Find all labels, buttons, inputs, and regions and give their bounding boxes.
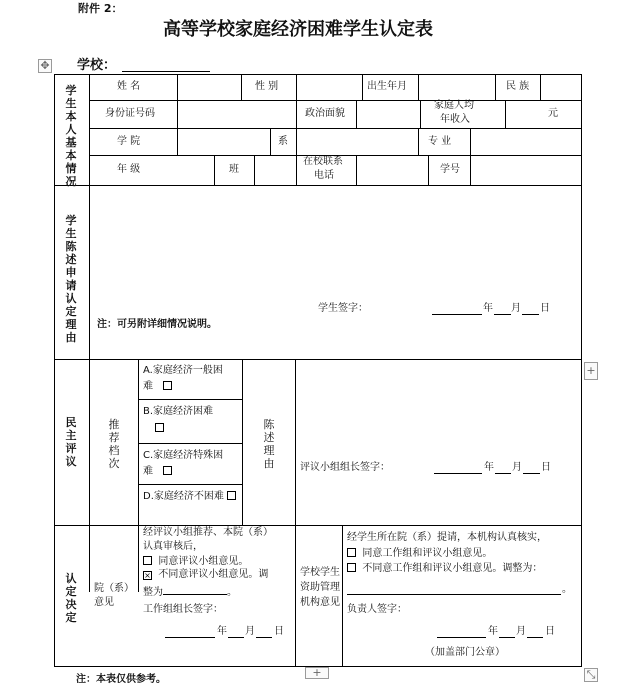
office-disagree-checkbox[interactable] bbox=[347, 563, 356, 572]
date-year-line[interactable] bbox=[434, 473, 482, 474]
date-day-line[interactable] bbox=[256, 637, 272, 638]
section-divider bbox=[54, 185, 582, 186]
college-agree-row: 同意评议小组意见。 bbox=[143, 556, 248, 567]
date-month-line[interactable] bbox=[495, 473, 511, 474]
table-move-handle[interactable]: ✥ bbox=[38, 59, 52, 73]
date-year-line[interactable] bbox=[165, 637, 215, 638]
label-ethnicity: 民 族 bbox=[506, 81, 530, 92]
add-row-plus-icon[interactable]: + bbox=[584, 362, 598, 380]
col-divider bbox=[362, 74, 363, 101]
col-divider bbox=[270, 128, 271, 155]
date-year-line[interactable] bbox=[437, 637, 486, 638]
date-month-label: 月 bbox=[511, 303, 521, 314]
label-birth: 出生年月 bbox=[367, 81, 407, 92]
section-label-statement: 学生陈述申请认定理由 bbox=[65, 214, 77, 344]
col-divider bbox=[420, 100, 421, 128]
school-label: 学校： bbox=[77, 58, 117, 73]
col-divider bbox=[296, 74, 297, 185]
school-field-line[interactable] bbox=[122, 71, 210, 72]
date-year-line[interactable] bbox=[432, 314, 482, 315]
date-year-label: 年 bbox=[483, 303, 493, 314]
col-divider bbox=[470, 128, 471, 185]
label-phone-2: 电话 bbox=[314, 170, 334, 181]
seal-label: （加盖部门公章） bbox=[425, 647, 505, 658]
label-name: 姓 名 bbox=[117, 81, 141, 92]
option-b-checkbox-wrap bbox=[155, 423, 164, 434]
college-disagree-checkbox[interactable]: × bbox=[144, 571, 151, 580]
date-day-line[interactable] bbox=[522, 314, 539, 315]
label-income-1: 家庭人均 bbox=[434, 100, 474, 111]
college-text-1: 经评议小组推荐、本院（系） bbox=[143, 527, 273, 538]
date-month-line[interactable] bbox=[499, 637, 515, 638]
row-divider bbox=[138, 484, 242, 485]
option-d-checkbox[interactable] bbox=[227, 491, 236, 500]
row-divider bbox=[138, 399, 242, 400]
college-opinion-label-2: 意见 bbox=[94, 597, 114, 608]
row-divider bbox=[89, 100, 582, 101]
date-year-label: 年 bbox=[488, 626, 498, 637]
label-yuan: 元 bbox=[548, 108, 558, 119]
col-divider bbox=[214, 155, 215, 185]
college-adjust-row: 整为 。 bbox=[143, 587, 237, 598]
col-divider bbox=[418, 74, 419, 101]
option-b-checkbox[interactable] bbox=[155, 423, 164, 432]
option-c-text-2: 难 bbox=[143, 466, 172, 477]
col-divider bbox=[254, 155, 255, 185]
label-grade: 年 级 bbox=[117, 164, 141, 175]
leader-signature-label: 评议小组组长签字： bbox=[300, 462, 390, 473]
section-label-basic: 学生本人基本情况 bbox=[65, 84, 77, 188]
date-day-label: 日 bbox=[540, 303, 550, 314]
office-period: 。 bbox=[562, 584, 572, 595]
college-agree-checkbox[interactable] bbox=[143, 556, 152, 565]
col-divider bbox=[428, 155, 429, 185]
row-divider bbox=[89, 128, 582, 129]
page-title: 高等学校家庭经济困难学生认定表 bbox=[163, 19, 433, 40]
col-divider bbox=[138, 359, 139, 592]
option-a-checkbox[interactable] bbox=[163, 381, 172, 390]
label-department: 系 bbox=[278, 136, 288, 147]
college-opinion-label-1: 院（系） bbox=[94, 583, 134, 594]
footer-note: 注：本表仅供参考。 bbox=[76, 674, 166, 685]
label-recommend-grade: 推荐档次 bbox=[108, 418, 120, 470]
row-divider bbox=[138, 443, 242, 444]
date-year-label: 年 bbox=[484, 462, 494, 473]
date-month-line[interactable] bbox=[494, 314, 511, 315]
section-divider bbox=[54, 525, 582, 526]
col-divider bbox=[242, 359, 243, 525]
date-day-label: 日 bbox=[274, 626, 284, 637]
label-gender: 性 别 bbox=[255, 81, 279, 92]
office-signature-label: 负责人签字： bbox=[347, 604, 407, 615]
col-divider bbox=[241, 74, 242, 101]
office-disagree-row: 不同意工作组和评议小组意见。调整为： bbox=[347, 563, 542, 574]
col-divider bbox=[342, 525, 343, 667]
col-divider bbox=[177, 74, 178, 155]
option-b-text: B.家庭经济困难 bbox=[143, 406, 214, 417]
col-divider bbox=[540, 74, 541, 101]
label-class: 班 bbox=[229, 164, 239, 175]
office-agree-checkbox[interactable] bbox=[347, 548, 356, 557]
col-divider bbox=[295, 359, 296, 667]
date-day-label: 日 bbox=[541, 462, 551, 473]
college-adjust-line[interactable] bbox=[163, 585, 227, 595]
col-divider bbox=[495, 74, 496, 101]
attachment-label: 附件 2： bbox=[78, 2, 123, 15]
label-income-2: 年收入 bbox=[440, 114, 470, 125]
office-agree-row: 同意工作组和评议小组意见。 bbox=[347, 548, 492, 559]
date-month-label: 月 bbox=[512, 462, 522, 473]
col-divider bbox=[505, 100, 506, 128]
col-divider bbox=[356, 100, 357, 128]
college-signature-label: 工作组组长签字： bbox=[143, 604, 223, 615]
office-adjust-line[interactable] bbox=[347, 594, 561, 595]
col-divider bbox=[89, 74, 90, 592]
office-text: 经学生所在院（系）提请，本机构认真核实， bbox=[347, 532, 547, 543]
table-resize-icon[interactable]: ⤡ bbox=[584, 668, 598, 682]
college-disagree-row: × 不同意评议小组意见。调 bbox=[144, 569, 269, 580]
option-c-text: C.家庭经济特殊困 bbox=[143, 450, 224, 461]
date-day-label: 日 bbox=[545, 626, 555, 637]
add-row-bottom-plus-icon[interactable]: + bbox=[305, 667, 329, 679]
college-text-2: 认真审核后， bbox=[143, 541, 203, 552]
date-month-line[interactable] bbox=[228, 637, 244, 638]
col-divider bbox=[418, 128, 419, 155]
label-political: 政治面貌 bbox=[305, 108, 345, 119]
date-day-line[interactable] bbox=[527, 637, 543, 638]
date-month-label: 月 bbox=[516, 626, 526, 637]
option-a-text-2: 难 bbox=[143, 381, 172, 392]
statement-note: 注：可另附详细情况说明。 bbox=[97, 319, 217, 330]
label-student-no: 学号 bbox=[440, 164, 460, 175]
date-day-line[interactable] bbox=[523, 473, 540, 474]
option-d-text: D.家庭经济不困难 bbox=[143, 491, 236, 502]
date-year-label: 年 bbox=[217, 626, 227, 637]
label-phone-1: 在校联系 bbox=[303, 156, 343, 167]
label-reason: 陈述理由 bbox=[263, 418, 275, 470]
section-label-review: 民主评议 bbox=[65, 416, 77, 468]
section-label-decision: 认定决定 bbox=[65, 572, 77, 624]
col-divider bbox=[356, 155, 357, 185]
section-divider bbox=[54, 359, 582, 360]
label-college: 学 院 bbox=[117, 136, 141, 147]
option-c-checkbox[interactable] bbox=[163, 466, 172, 475]
option-a-text: A.家庭经济一般困 bbox=[143, 365, 223, 376]
student-signature-label: 学生签字： bbox=[318, 303, 368, 314]
date-month-label: 月 bbox=[245, 626, 255, 637]
label-id-number: 身份证号码 bbox=[105, 108, 155, 119]
label-major: 专 业 bbox=[428, 136, 452, 147]
office-opinion-label: 学校学生资助管理机构意见 bbox=[300, 567, 340, 608]
